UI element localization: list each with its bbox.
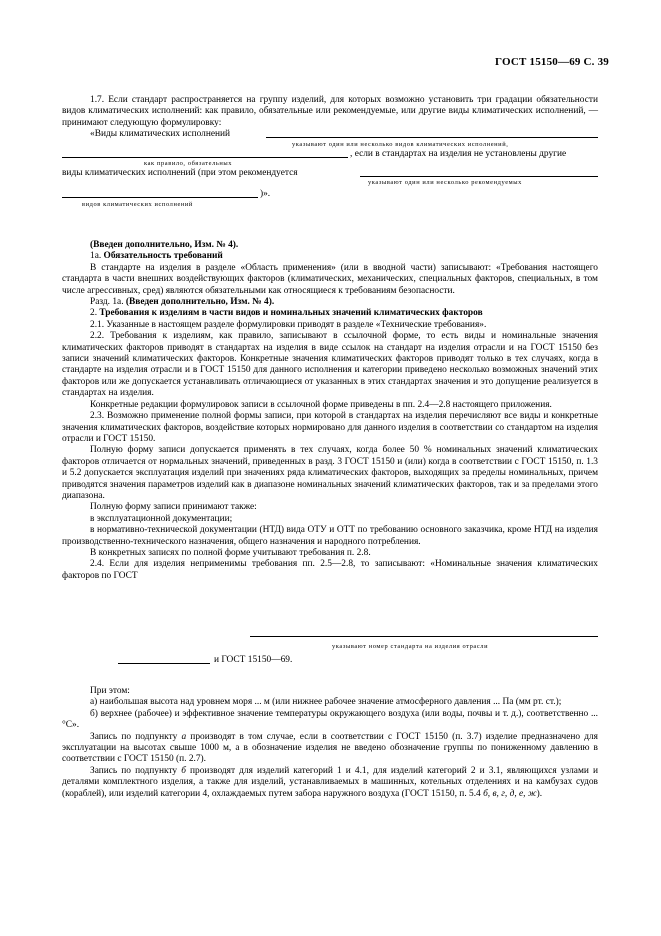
fill-line-5 bbox=[250, 628, 598, 637]
para-2-3b: Полную форму записи допускается применять в тех случаях, когда более 50 % номинальных значений климатических факторов отличается от нормальных значений, приведенных в разд. 3 ГОСТ 15150 и (или) когда в соответствии с ГОСТ 15150, п. 1.3 и 5.2 допускается эксплуатация изделий при значениях ряда климатических факторов, выходящих за пределы номинальных, причем приводятся значения параметров изделий как в диапазоне номинальных значений климатических факторов, так и за пределами этого диапазона. bbox=[62, 445, 598, 501]
item-b: б) верхнее (рабочее) и эффективное значение температуры окружающего воздуха (или воды, почвы и т. д.), соответственно ... °С». bbox=[62, 708, 598, 731]
para-2-3e: в нормативно-технической документации (НТД) вида ОТУ и ОТТ по требованию основного заказчика, кроме НТД на изделия производственно-технического назначения, общего назначения и народного потребления. bbox=[62, 525, 598, 547]
form-line-2 bbox=[62, 149, 598, 160]
form-line-3 bbox=[62, 168, 598, 179]
form-line-6 bbox=[62, 655, 598, 666]
para-1-7: 1.7. Если стандарт распространяется на группу изделий, для которых возможно установить три градации обязательности видов климатических исполнений: как правило, обязательные или рекомендуемые, или другие виды климатических исполнений, — принимают следующую формулировку: bbox=[62, 95, 598, 128]
section-1a bbox=[62, 240, 598, 582]
caption-1: указывают один или несколько видов климатических исполнений, bbox=[292, 140, 509, 148]
section-2-heading: 2. Требования к изделиям в части видов и номинальных значений климатических факторов bbox=[90, 308, 483, 319]
caption-2: как правило, обязательных bbox=[144, 160, 233, 167]
form-line-2-text: , если в стандартах на изделия не установлены другие bbox=[350, 148, 567, 159]
meanwhile: При этом: bbox=[90, 686, 130, 696]
amendment-note-1: (Введен дополнительно, Изм. № 4). bbox=[90, 240, 239, 250]
section-1a-heading: 1а. Обязательность требований bbox=[90, 251, 223, 262]
section-1-7 bbox=[62, 95, 598, 209]
form-line-6-text: и ГОСТ 15150—69. bbox=[214, 655, 293, 666]
caption-3: указывают один или несколько рекомендуемых bbox=[368, 179, 522, 187]
fill-line-3 bbox=[360, 168, 598, 177]
form-2-4 bbox=[62, 636, 598, 667]
form-line-1-text: «Виды климатических исполнений bbox=[90, 129, 231, 140]
para-2-2b: Конкретные редакции формулировок записи в ссылочной форме приведены в пп. 2.4—2.8 настоящего приложения. bbox=[90, 399, 552, 410]
para-2-3f: В конкретных записях по полной форме учитывают требования п. 2.8. bbox=[90, 547, 371, 558]
caption-4: видов климатических исполнений bbox=[82, 200, 193, 208]
para-2-1: 2.1. Указанные в настоящем разделе формулировки приводят в разделе «Технические требования». bbox=[90, 319, 487, 330]
para-2-4: 2.4. Если для изделия неприменимы требования пп. 2.5—2.8, то записывают: «Номинальные значения климатических факторов по ГОСТ bbox=[62, 559, 598, 581]
fill-line-4 bbox=[62, 189, 258, 198]
form-line-4 bbox=[62, 189, 598, 200]
section-1a-para: В стандарте на изделия в разделе «Область применения» (или в вводной части) записывают: «Требования настоящего стандарта в части внешних воздействующих факторов (климатических, механических, специальных факторов, специальных, в том числе агрессивных, сред) являются обязательными как относящиеся к требованиям безопасности. bbox=[62, 262, 598, 296]
sub-a-para: Запись по подпункту а производят в том случае, если в соответствии с ГОСТ 15150 (п. 3.7) изделие предназначено для эксплуатации на высотах свыше 1000 м, а в обозначение изделия не введено обозначение группы по пониженному давлению в соответствии с ГОСТ 15150 (п. 2.7). bbox=[62, 731, 598, 765]
item-a: а) наибольшая высота над уровнем моря ... м (или нижнее рабочее значение атмосферного давления ... Па (мм рт. ст.); bbox=[90, 697, 562, 708]
section-2-4-details bbox=[62, 686, 598, 800]
page-header: ГОСТ 15150—69 С. 39 bbox=[495, 56, 609, 68]
fill-line-1 bbox=[266, 129, 598, 138]
caption-5: указывают номер стандарта на изделия отрасли bbox=[332, 643, 489, 651]
form-line-3-text: виды климатических исполнений (при этом рекомендуется bbox=[62, 168, 298, 178]
form-line-4-text: )». bbox=[260, 189, 271, 200]
sub-b-para: Запись по подпункту б производят для изделий категорий 1 и 4.1, для изделий категорий 2 и 3.1, являющихся узлами и деталями комплектного изделия, а также для изделий, устанавливаемых в машинных, котельных отделениях и на камбузах судов (кораблей), или изделий категории 4, охлаждаемых путем забора наружного воздуха (ГОСТ 15150, п. 5.4 б, в, г, д, е, ж). bbox=[62, 765, 599, 799]
para-2-2: 2.2. Требования к изделиям, как правило, записывают в ссылочной форме, то есть виды и номинальные значения климатических факторов приводят в стандартах на изделия в виде ссылок на стандарт на изделия отрасли и на ГОСТ 15150 без записи значений климатических факторов. Конкретные значения климатических факторов приводят только в тех случаях, когда в стандарте на изделия отрасли и в ГОСТ 15150 для данного исполнения и категории приведено несколько возможных значений этих факторов или же допускается устанавливать отличающиеся от указанных в этих стандартах значения и это допущение реализуется в стандартах на изделия. bbox=[62, 331, 598, 399]
form-line-1 bbox=[62, 129, 598, 140]
fill-line-2 bbox=[62, 149, 348, 158]
para-2-3c: Полную форму записи принимают также: bbox=[90, 502, 257, 513]
section-1a-amendment: Разд. 1а. (Введен дополнительно, Изм. № 4). bbox=[90, 297, 275, 308]
fill-line-6 bbox=[118, 655, 210, 664]
para-2-3d: в эксплуатационной документации; bbox=[90, 513, 233, 524]
para-2-3: 2.3. Возможно применение полной формы записи, при которой в стандартах на изделия перечисляют все виды и конкретные значения климатических факторов, воздействие которых нормировано для данного изделия в соответствии со стандартом на изделия отрасли и ГОСТ 15150. bbox=[62, 411, 598, 444]
